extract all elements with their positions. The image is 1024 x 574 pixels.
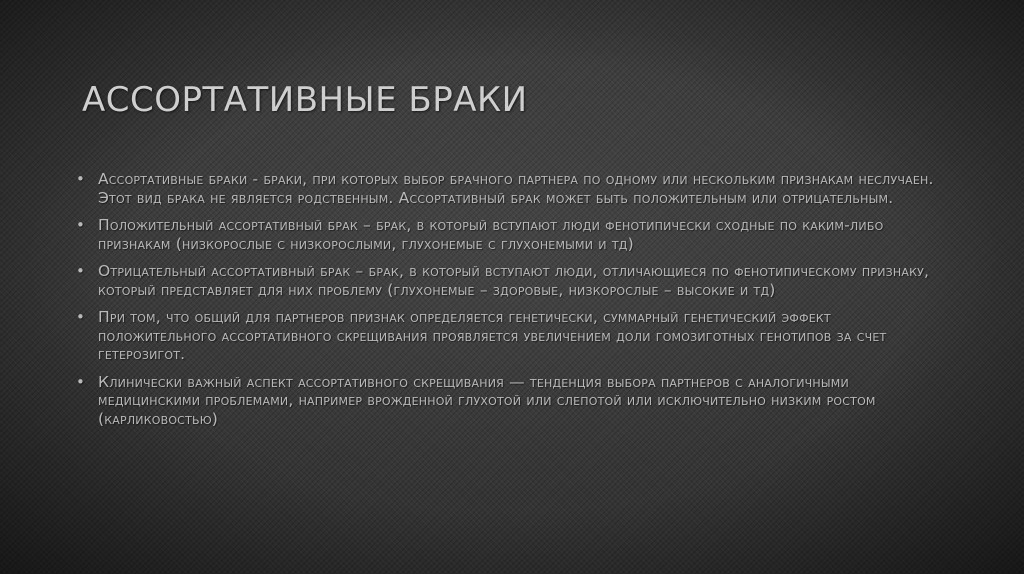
- bullet-dot-icon: •: [76, 170, 86, 188]
- bullet-item: [74, 170, 944, 207]
- bullet-text: Клинически важный аспект ассортативного скрещивания — тенденция выбора партнеров с аналогичными медицинскими проблемами, например врожденной глухотой или слепотой или исключительно низким ростом (карликовостью): [98, 372, 876, 428]
- bullet-item: [74, 308, 944, 364]
- bullet-dot-icon: •: [76, 372, 86, 391]
- bullet-text: Отрицательный ассортативный брак – брак, в который вступают люди, отличающиеся по фенотипическому признаку, который представляет для них проблему (глухонемые – здоровые, низкорослые – высокие и тд): [98, 262, 930, 299]
- bullet-dot-icon: •: [76, 262, 86, 280]
- bullet-item: [74, 216, 944, 253]
- bullet-text: Ассортативные браки - браки, при которых выбор брачного партнера по одному или нескольким признакам неслучаен. Этот вид брака не является родственным. Ассортативный брак может быть положительным или отрицательным.: [98, 170, 934, 207]
- bullet-text: При том, что общий для партнеров признак определяется генетически, суммарный генетический эффект положительного ассортативного скрещивания проявляется увеличением доли гомозиготных генотипов за счет гетерозигот.: [98, 308, 887, 363]
- bullet-dot-icon: •: [76, 308, 86, 326]
- bullet-item: [74, 262, 944, 299]
- bullet-text: Положительный ассортативный брак – брак, в который вступают люди фенотипически сходные по каким-либо признакам (низкорослые с низкорослыми, глухонемые с глухонемыми и тд): [98, 216, 884, 253]
- bullet-item: [74, 373, 944, 429]
- bullet-dot-icon: •: [76, 216, 86, 234]
- bullet-list: [74, 170, 944, 437]
- slide-title: АССОРТАТИВНЫЕ БРАКИ: [82, 80, 528, 120]
